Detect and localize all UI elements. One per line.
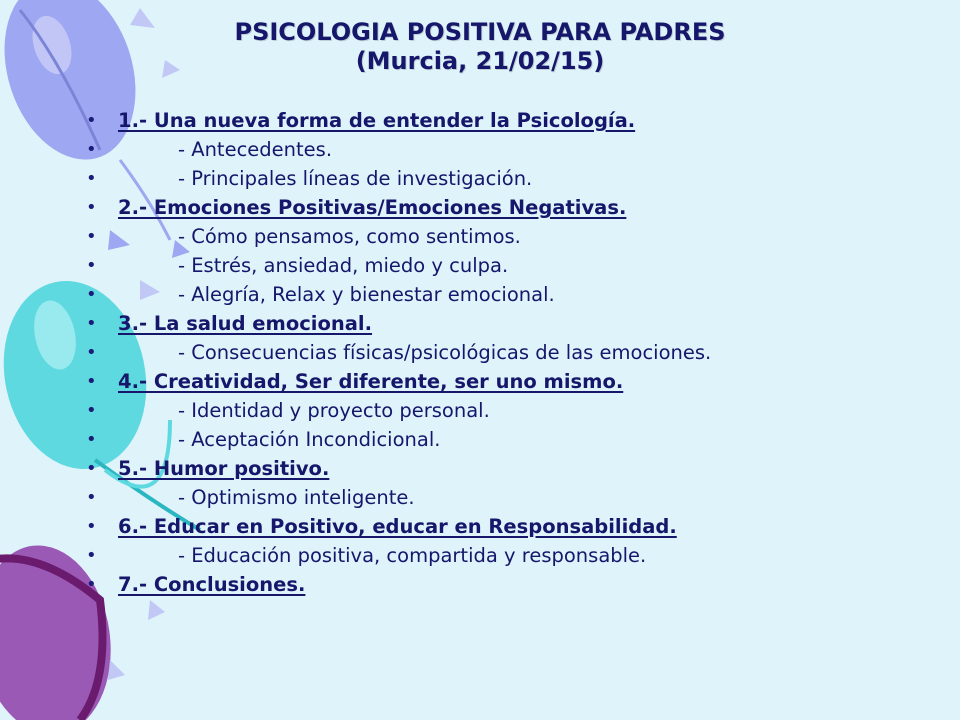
subitem-text: - Identidad y proyecto personal.: [178, 399, 490, 422]
subitem-text: - Alegría, Relax y bienestar emocional.: [178, 283, 555, 306]
bullet-icon: •: [86, 429, 97, 450]
section-heading-link[interactable]: 5.- Humor positivo.: [118, 457, 330, 480]
bullet-icon: •: [86, 110, 97, 131]
bullet-icon: •: [86, 313, 97, 334]
bullet-icon: •: [86, 139, 97, 160]
section-heading-link[interactable]: 6.- Educar en Positivo, educar en Responsabilidad.: [118, 515, 677, 538]
subitem-text: - Estrés, ansiedad, miedo y culpa.: [178, 254, 509, 277]
section-heading-link[interactable]: 4.- Creatividad, Ser diferente, ser uno mismo.: [118, 370, 624, 393]
subitem-text: - Educación positiva, compartida y responsable.: [178, 544, 647, 567]
section-heading-link[interactable]: 2.- Emociones Positivas/Emociones Negativas.: [118, 196, 627, 219]
subitem-text: - Antecedentes.: [178, 138, 333, 161]
page-subtitle: (Murcia, 21/02/15): [355, 47, 605, 75]
subitem-text: - Optimismo inteligente.: [178, 486, 415, 509]
bullet-icon: •: [86, 458, 97, 479]
subitem-text: - Principales líneas de investigación.: [178, 167, 533, 190]
subitem-text: - Aceptación Incondicional.: [178, 428, 441, 451]
bullet-icon: •: [86, 255, 97, 276]
bullet-icon: •: [86, 487, 97, 508]
bullet-icon: •: [86, 574, 97, 595]
bullet-icon: •: [86, 516, 97, 537]
bullet-icon: •: [86, 342, 97, 363]
page-title: PSICOLOGIA POSITIVA PARA PADRES: [234, 18, 726, 46]
bullet-icon: •: [86, 168, 97, 189]
bullet-icon: •: [86, 545, 97, 566]
bullet-icon: •: [86, 226, 97, 247]
bullet-icon: •: [86, 400, 97, 421]
subitem-text: - Cómo pensamos, como sentimos.: [178, 225, 521, 248]
section-heading-link[interactable]: 1.- Una nueva forma de entender la Psicología.: [118, 109, 636, 132]
bullet-icon: •: [86, 371, 97, 392]
bullet-icon: •: [86, 197, 97, 218]
section-heading-link[interactable]: 3.- La salud emocional.: [118, 312, 373, 335]
section-heading-link[interactable]: 7.- Conclusiones.: [118, 573, 306, 596]
subitem-text: - Consecuencias físicas/psicológicas de las emociones.: [178, 341, 712, 364]
bullet-icon: •: [86, 284, 97, 305]
